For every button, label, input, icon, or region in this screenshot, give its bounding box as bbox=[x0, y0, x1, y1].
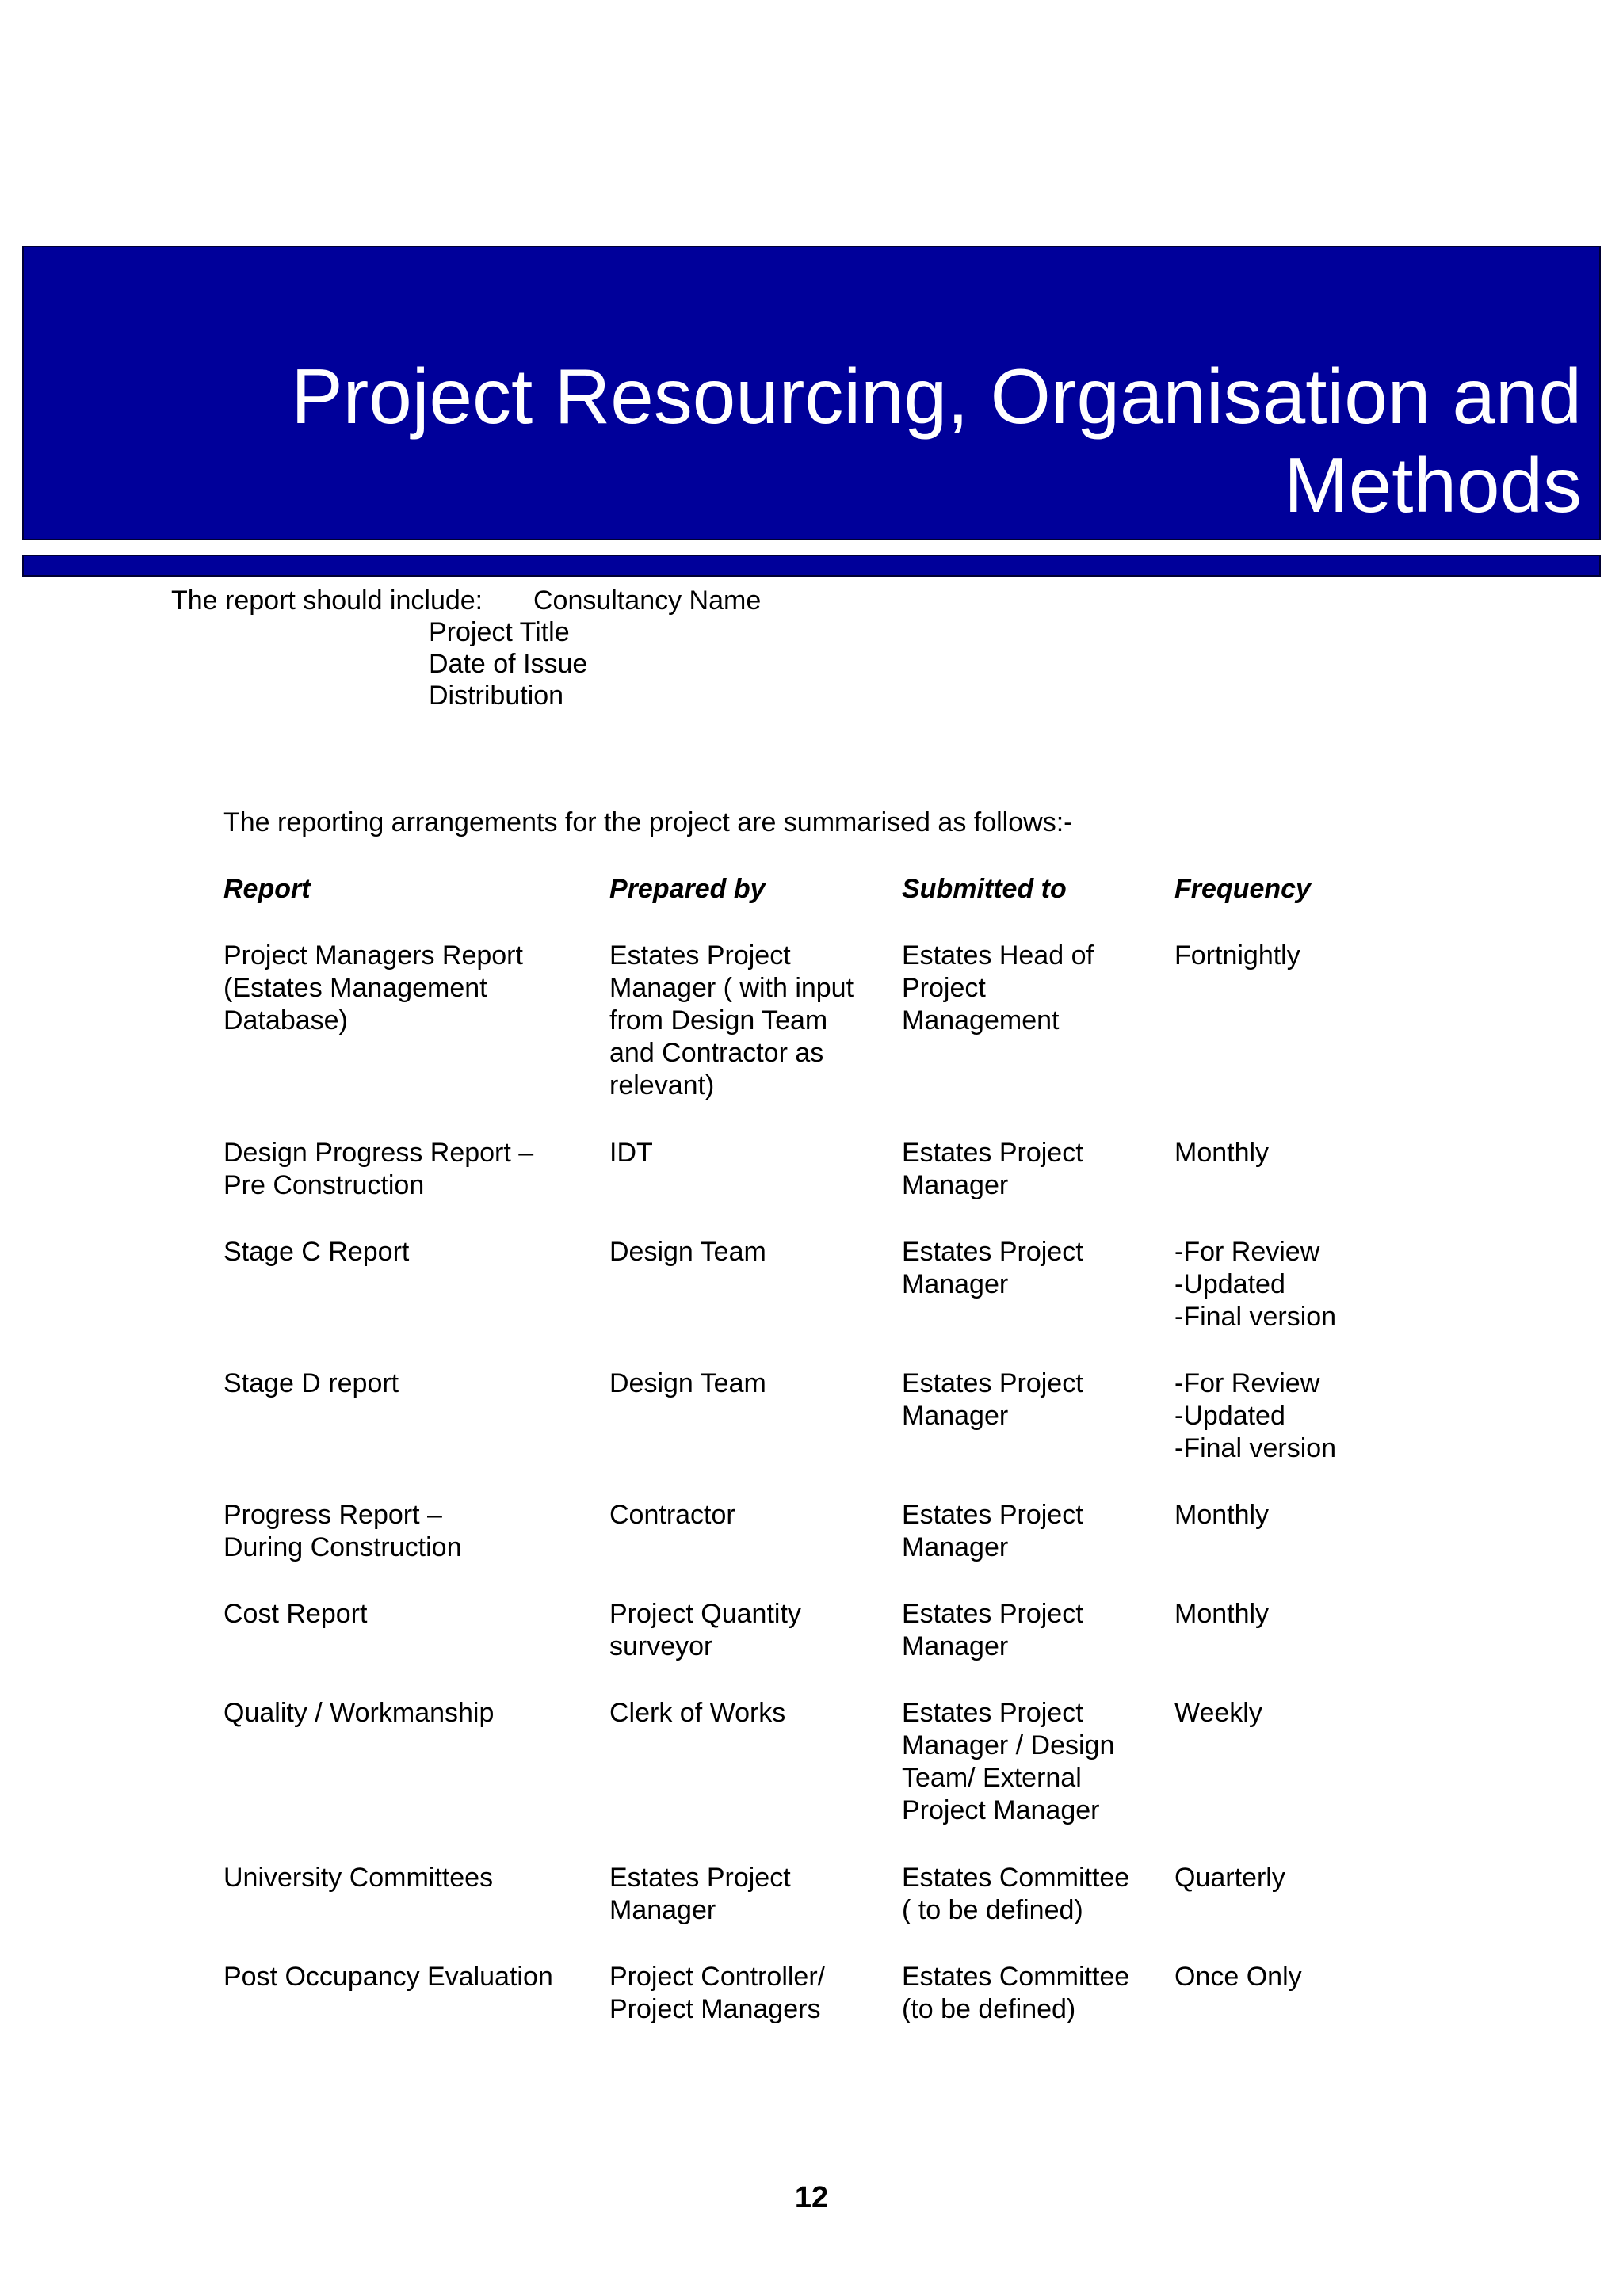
table-cell: Contractor bbox=[609, 1500, 735, 1530]
table-cell: Estates Committee (to be defined) bbox=[902, 1962, 1130, 2024]
table-cell: Monthly bbox=[1174, 1599, 1270, 1629]
table-cell: -For Review -Updated -Final version bbox=[1174, 1237, 1337, 1332]
table-cell: Estates Project Manager / Design Team/ External Project Manager bbox=[902, 1698, 1115, 1825]
include-item: Distribution bbox=[429, 681, 564, 711]
table-cell: Weekly bbox=[1174, 1698, 1262, 1728]
include-label: The report should include: bbox=[171, 585, 483, 616]
table-cell: Project Managers Report (Estates Management Database) bbox=[223, 940, 523, 1035]
table-cell: -For Review -Updated -Final version bbox=[1174, 1368, 1337, 1463]
page-title: Project Resourcing, Organisation and Methods bbox=[291, 353, 1582, 528]
table-cell: Monthly bbox=[1174, 1500, 1270, 1530]
table-cell: University Committees bbox=[223, 1863, 494, 1893]
table-cell: Estates Project Manager bbox=[609, 1863, 791, 1925]
table-cell: Quarterly bbox=[1174, 1863, 1285, 1893]
table-cell: Estates Head of Project Management bbox=[902, 940, 1094, 1035]
intro-text: The reporting arrangements for the project are summarised as follows:- bbox=[223, 807, 1073, 837]
table-cell: Estates Project Manager bbox=[902, 1237, 1083, 1299]
table-cell: Estates Committee ( to be defined) bbox=[902, 1863, 1130, 1925]
table-cell: Cost Report bbox=[223, 1599, 368, 1629]
table-cell: Estates Project Manager bbox=[902, 1599, 1083, 1661]
page-number: 12 bbox=[794, 2181, 829, 2214]
title-banner bbox=[22, 246, 1601, 540]
table-cell: Estates Project Manager ( with input from Design Team and Contractor as relevant) bbox=[609, 940, 854, 1100]
table-cell: Estates Project Manager bbox=[902, 1138, 1083, 1200]
banner-stripe bbox=[22, 555, 1601, 577]
table-cell: Project Controller/ Project Managers bbox=[609, 1962, 826, 2024]
include-item: Date of Issue bbox=[429, 649, 588, 679]
table-cell: Estates Project Manager bbox=[902, 1500, 1083, 1562]
table-cell: Design Progress Report – Pre Construction bbox=[223, 1138, 534, 1200]
table-cell: Quality / Workmanship bbox=[223, 1698, 495, 1728]
column-header-prepared-by: Prepared by bbox=[609, 874, 766, 904]
table-cell: Clerk of Works bbox=[609, 1698, 786, 1728]
table-cell: Design Team bbox=[609, 1237, 766, 1267]
table-cell: Design Team bbox=[609, 1368, 766, 1398]
table-cell: Once Only bbox=[1174, 1962, 1302, 1992]
include-item: Project Title bbox=[429, 617, 570, 647]
column-header-submitted-to: Submitted to bbox=[902, 874, 1067, 904]
table-cell: Stage D report bbox=[223, 1368, 399, 1398]
table-cell: Estates Project Manager bbox=[902, 1368, 1083, 1431]
column-header-frequency: Frequency bbox=[1174, 874, 1311, 904]
column-header-report: Report bbox=[223, 874, 311, 904]
table-cell: Post Occupancy Evaluation bbox=[223, 1962, 553, 1992]
table-cell: Stage C Report bbox=[223, 1237, 410, 1267]
include-item: Consultancy Name bbox=[533, 585, 762, 616]
table-cell: Fortnightly bbox=[1174, 940, 1300, 971]
table-cell: Monthly bbox=[1174, 1138, 1270, 1168]
table-cell: Project Quantity surveyor bbox=[609, 1599, 801, 1661]
table-cell: IDT bbox=[609, 1138, 653, 1168]
table-cell: Progress Report – During Construction bbox=[223, 1500, 462, 1562]
